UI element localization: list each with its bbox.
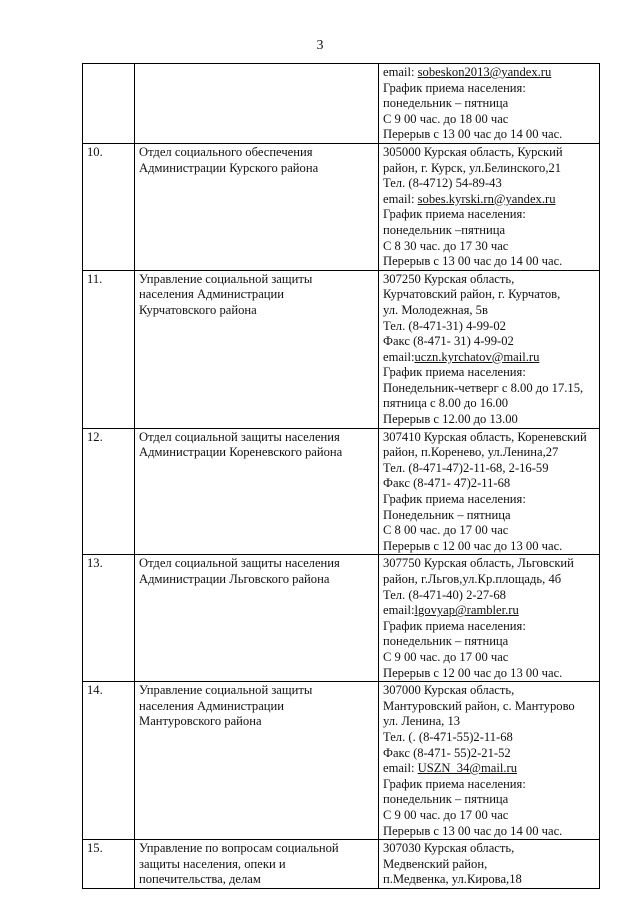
email-link[interactable]: USZN_34@mail.ru: [417, 761, 518, 776]
organization-name-line: населения Администрации: [139, 287, 285, 302]
contact-info-line: График приема населения:: [383, 207, 526, 222]
contact-info-line: 305000 Курская область, Курский: [383, 144, 563, 159]
organization-name-line: Курчатовского района: [139, 302, 257, 317]
contact-info-line: 307410 Курская область, Кореневский: [383, 429, 587, 444]
organization-name-line: Управление по вопросам социальной: [139, 841, 339, 856]
contact-info-line: Перерыв с 12 00 час до 13 00 час.: [383, 538, 563, 553]
contact-info-line: email: USZN_34@mail.ru: [383, 761, 518, 776]
contact-info-line: 307250 Курская область,: [383, 271, 515, 286]
organization-name-line: Отдел социальной защиты населения: [139, 556, 340, 571]
table-row: [83, 555, 600, 682]
row-number: 13.: [83, 555, 135, 682]
contact-info: [379, 682, 600, 840]
organization-name: [135, 143, 379, 270]
contact-info-line: район, г.Льгов,ул.Кр.площадь, 4б: [383, 572, 562, 586]
contact-info: [379, 428, 600, 555]
contact-info-line: ул. Молодежная, 5в: [383, 302, 488, 317]
organization-name: [135, 840, 379, 889]
contact-info-line: Тел. (8-4712) 54-89-43: [383, 176, 502, 191]
contact-info-line: 307030 Курская область,: [383, 841, 515, 856]
contact-info-line: понедельник – пятница: [383, 634, 509, 649]
row-number: 10.: [83, 143, 135, 270]
row-number: 15.: [83, 840, 135, 889]
contact-info-line: понедельник –пятница: [383, 222, 506, 237]
organization-name-line: Управление социальной защиты: [139, 683, 313, 698]
contact-info-line: район, п.Коренево, ул.Ленина,27: [383, 445, 559, 460]
row-number: 11.: [83, 270, 135, 428]
organization-name-line: Мантуровского района: [139, 714, 262, 729]
contact-info-line: Тел. (8-471-31) 4-99-02: [383, 318, 506, 333]
contact-info-line: Перерыв с 13 00 час до 14 00 час.: [383, 254, 563, 269]
contact-info-line: email:uczn.kyrchatov@mail.ru: [383, 349, 540, 364]
contact-info: [379, 270, 600, 428]
contact-info-line: район, г. Курск, ул.Белинского,21: [383, 160, 562, 175]
row-number: 14.: [83, 682, 135, 840]
contact-info-line: Тел. (. (8-471-55)2-11-68: [383, 729, 513, 744]
organization-name: [135, 682, 379, 840]
organization-name-line: Администрации Кореневского района: [139, 445, 343, 460]
email-link[interactable]: uczn.kyrchatov@mail.ru: [414, 349, 540, 364]
contact-info-line: Курчатовский район, г. Курчатов,: [383, 287, 561, 302]
email-link[interactable]: sobes.kyrski.rn@yandex.ru: [417, 191, 556, 206]
contact-info-line: График приема населения:: [383, 618, 526, 633]
table-row: [83, 143, 600, 270]
organization-name-line: попечительства, делам: [139, 872, 261, 887]
page-number: 3: [316, 38, 324, 53]
contact-info: [379, 64, 600, 144]
contact-info-line: График приема населения:: [383, 492, 526, 507]
table-row: [83, 682, 600, 840]
contact-info-line: email: sobeskon2013@yandex.ru: [383, 65, 552, 79]
contact-info-line: 307750 Курская область, Льговский: [383, 556, 574, 571]
organization-name-line: Отдел социальной защиты населения: [139, 429, 340, 444]
table-row: [83, 64, 600, 144]
contact-info-line: Понедельник-четверг с 8.00 до 17.15,: [383, 380, 584, 395]
row-number: [83, 64, 135, 144]
contact-info-line: График приема населения:: [383, 365, 526, 380]
contact-info-line: Медвенский район,: [383, 856, 488, 871]
contact-info-line: С 8 30 час. до 17 30 час: [383, 238, 509, 253]
organization-name: [135, 555, 379, 682]
contact-info-line: Перерыв с 13 00 час до 14 00 час.: [383, 823, 563, 838]
contact-info-line: Тел. (8-471-47)2-11-68, 2-16-59: [383, 460, 549, 475]
contact-info-line: График приема населения:: [383, 776, 526, 791]
contact-info-line: Факс (8-471- 31) 4-99-02: [383, 334, 514, 349]
organization-name-line: населения Администрации: [139, 698, 285, 713]
contact-info-line: Факс (8-471- 47)2-11-68: [383, 476, 511, 491]
contact-info-line: Перерыв с 13 00 час до 14 00 час.: [383, 127, 563, 142]
email-link[interactable]: lgovyap@rambler.ru: [414, 603, 519, 618]
contact-info-line: Перерыв с 12 00 час до 13 00 час.: [383, 665, 563, 680]
contact-info-line: Мантуровский район, с. Мантурово: [383, 698, 575, 713]
contact-info-line: С 9 00 час. до 18 00 час: [383, 111, 509, 126]
organization-name-line: защиты населения, опеки и: [139, 856, 286, 871]
table-row: [83, 270, 600, 428]
contact-info-line: email:lgovyap@rambler.ru: [383, 603, 519, 618]
email-link[interactable]: sobeskon2013@yandex.ru: [417, 65, 552, 79]
contact-info: [379, 555, 600, 682]
organization-name-line: Администрации Льговского района: [139, 572, 330, 586]
organization-name: [135, 428, 379, 555]
organization-name-line: Отдел социального обеспечения: [139, 144, 313, 159]
table-row: [83, 428, 600, 555]
contact-info-line: График приема населения:: [383, 80, 526, 95]
contact-info-line: Тел. (8-471-40) 2-27-68: [383, 587, 506, 602]
table-row: [83, 840, 600, 889]
organization-name-line: Управление социальной защиты: [139, 271, 313, 286]
contact-info: [379, 143, 600, 270]
contact-info: [379, 840, 600, 889]
contact-info-line: email: sobes.kyrski.rn@yandex.ru: [383, 191, 556, 206]
organization-name: [135, 270, 379, 428]
contact-info-line: Перерыв с 12.00 до 13.00: [383, 412, 518, 427]
contact-info-line: С 8 00 час. до 17 00 час: [383, 523, 509, 538]
contact-info-line: п.Медвенка, ул.Кирова,18: [383, 872, 522, 887]
contacts-table-body: [83, 64, 600, 889]
organization-name: [135, 64, 379, 144]
contact-info-line: пятница с 8.00 до 16.00: [383, 396, 509, 411]
contacts-table: [82, 63, 600, 889]
contact-info-line: С 9 00 час. до 17 00 час: [383, 807, 509, 822]
contact-info-line: Факс (8-471- 55)2-21-52: [383, 745, 511, 760]
contact-info-line: Понедельник – пятница: [383, 507, 511, 522]
contact-info-line: ул. Ленина, 13: [383, 714, 461, 729]
contact-info-line: 307000 Курская область,: [383, 683, 515, 698]
contact-info-line: С 9 00 час. до 17 00 час: [383, 649, 509, 664]
contact-info-line: понедельник – пятница: [383, 792, 509, 807]
row-number: 12.: [83, 428, 135, 555]
organization-name-line: Администрации Курского района: [139, 160, 319, 175]
contact-info-line: понедельник – пятница: [383, 96, 509, 111]
